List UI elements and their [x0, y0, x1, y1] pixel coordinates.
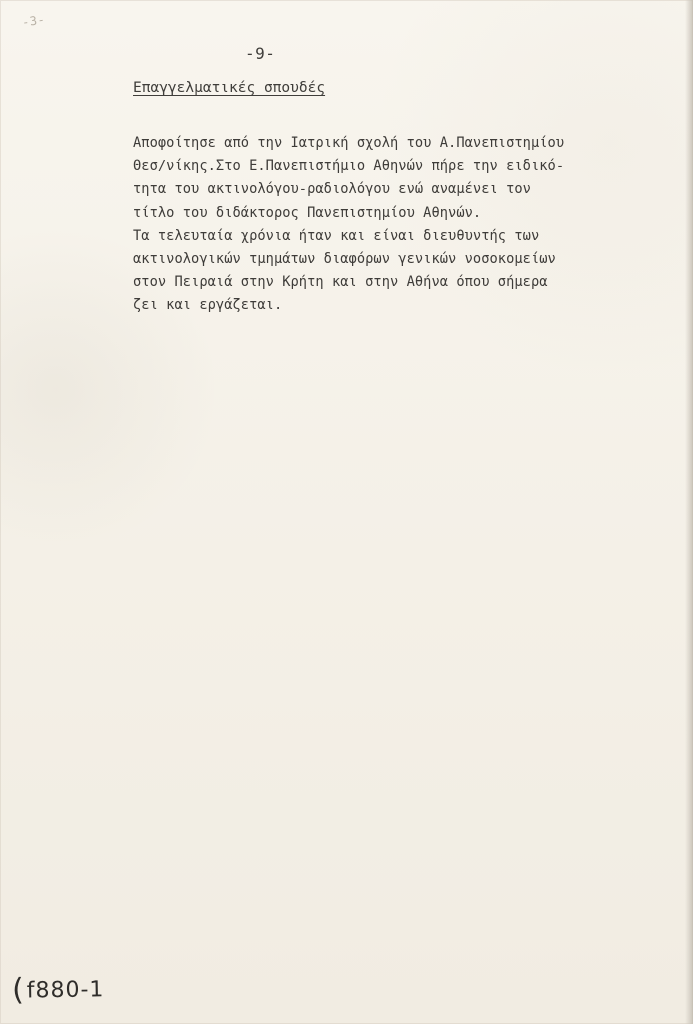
- text-line: τητα του ακτινολόγου-ραδιολόγου ενώ αναμένει τον: [133, 181, 531, 198]
- page-number: -9-: [245, 44, 276, 63]
- text-line: Θεσ/νίκης.Στο Ε.Πανεπιστήμιο Αθηνών πήρε την ειδικό-: [133, 158, 565, 175]
- text-line: Τα τελευταία χρόνια ήταν και είναι διευθυντής των: [133, 227, 540, 244]
- archive-label: [12, 969, 105, 1006]
- corner-mark: -3-: [21, 12, 47, 30]
- text-line: Αποφοίτησε από την Ιατρική σχολή του Α.Πανεπιστημίου: [133, 135, 565, 151]
- archive-label-text: f880-1: [26, 977, 105, 1004]
- archive-label-bracket: (: [11, 972, 26, 1008]
- text-line: τίτλο του διδάκτορος Πανεπιστημίου Αθηνών.: [133, 204, 482, 221]
- section-heading: Επαγγελματικές σπουδές: [133, 80, 326, 96]
- text-line: στον Πειραιά στην Κρήτη και στην Αθήνα όπου σήμερα: [133, 274, 548, 291]
- body-paragraph: [133, 132, 633, 318]
- page-edge-shadow: [685, 0, 693, 1024]
- text-line: ακτινολογικών τμημάτων διαφόρων γενικών νοσοκομείων: [133, 251, 556, 268]
- text-line: ζει και εργάζεται.: [133, 297, 283, 314]
